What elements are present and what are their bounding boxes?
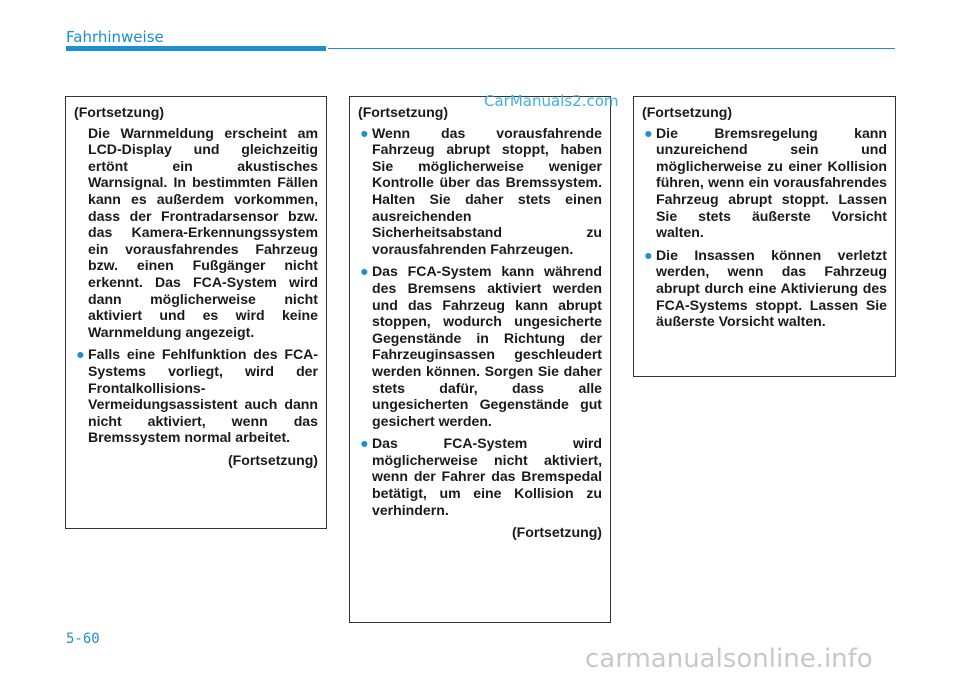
bullet-dot-icon: ● <box>360 263 369 280</box>
watermark-bottom: carmanualsonline.info <box>585 644 873 674</box>
bullet-dot-icon: ● <box>360 124 369 141</box>
bullet-dot-icon: ● <box>76 346 85 363</box>
warning-box-left <box>65 96 327 529</box>
bullet-item <box>360 124 602 258</box>
bullet-dot-icon: ● <box>644 246 653 263</box>
continuation-heading: (Fortsetzung) <box>358 104 449 120</box>
bullet-text: Die Bremsregelung kann unzureichend sein und möglicherweise zu einer Kollision führen, wenn ein vorausfahrendes Fahrzeug abrupt stoppt. Lassen Sie stets äußerste Vorsicht walten. <box>656 124 887 241</box>
warning-box-middle <box>349 96 611 623</box>
continuation-footer: (Fortsetzung) <box>511 524 602 541</box>
header-rule-thin <box>328 48 895 49</box>
bullet-item <box>644 124 887 241</box>
bullet-dot-icon: ● <box>644 124 653 141</box>
bullet-item <box>360 263 602 429</box>
continuation-footer: (Fortsetzung) <box>227 451 318 468</box>
bullet-text: Wenn das vorausfahrende Fahrzeug abrupt stoppt, haben Sie möglicherweise weniger Kontrolle über das Bremssystem. Halten Sie daher stets einen ausreichenden Sicherheitsabstand zu vorausfahrenden Fahrzeugen. <box>372 124 602 257</box>
bullet-item <box>360 435 602 518</box>
continuation-heading: (Fortsetzung) <box>74 104 165 120</box>
continuation-heading: (Fortsetzung) <box>642 104 733 120</box>
warning-paragraph: Die Warnmeldung erscheint am LCD-Display und gleichzeitig ertönt ein akustisches Warnsignal. In bestimmten Fällen kann es außerdem vorkommen, dass der Frontradarsensor bzw. das Kamera-Erkennungssystem ein vorausfahrendes Fahrzeug bzw. einen Fußgänger nicht erkennt. Das FCA-System wird dann möglicherweise nicht aktiviert und es wird keine Warnmeldung angezeigt. <box>88 124 318 340</box>
page-number: 5-60 <box>66 631 100 647</box>
bullet-item <box>76 346 318 446</box>
section-title: Fahrhinweise <box>66 28 164 46</box>
watermark-top: CarManuals2.com <box>484 92 619 110</box>
warning-box-right <box>633 96 896 377</box>
bullet-text: Falls eine Fehlfunktion des FCA-Systems vorliegt, wird der Frontalkollisions-Vermeidungsassistent auch dann nicht aktiviert, wenn das Bremssystem normal arbeitet. <box>88 346 318 446</box>
bullet-text: Das FCA-System kann während des Bremsens aktiviert werden und das Fahrzeug kann abrupt stoppen, wodurch ungesicherte Gegenstände in Richtung der Fahrzeuginsassen geschleudert werden können. Sorgen Sie daher stets dafür, dass alle ungesicherten Gegenstände gut gesichert werden. <box>372 263 602 429</box>
bullet-text: Die Insassen können verletzt werden, wenn das Fahrzeug abrupt durch eine Aktivierung des FCA-Systems stoppt. Lassen Sie äußerste Vorsicht walten. <box>656 246 887 330</box>
bullet-dot-icon: ● <box>360 435 369 452</box>
bullet-text: Das FCA-System wird möglicherweise nicht aktiviert, wenn der Fahrer das Bremspedal betätigt, um eine Kollision zu verhindern. <box>372 435 602 518</box>
bullet-item <box>644 246 887 330</box>
header-rule-thick <box>66 46 326 51</box>
